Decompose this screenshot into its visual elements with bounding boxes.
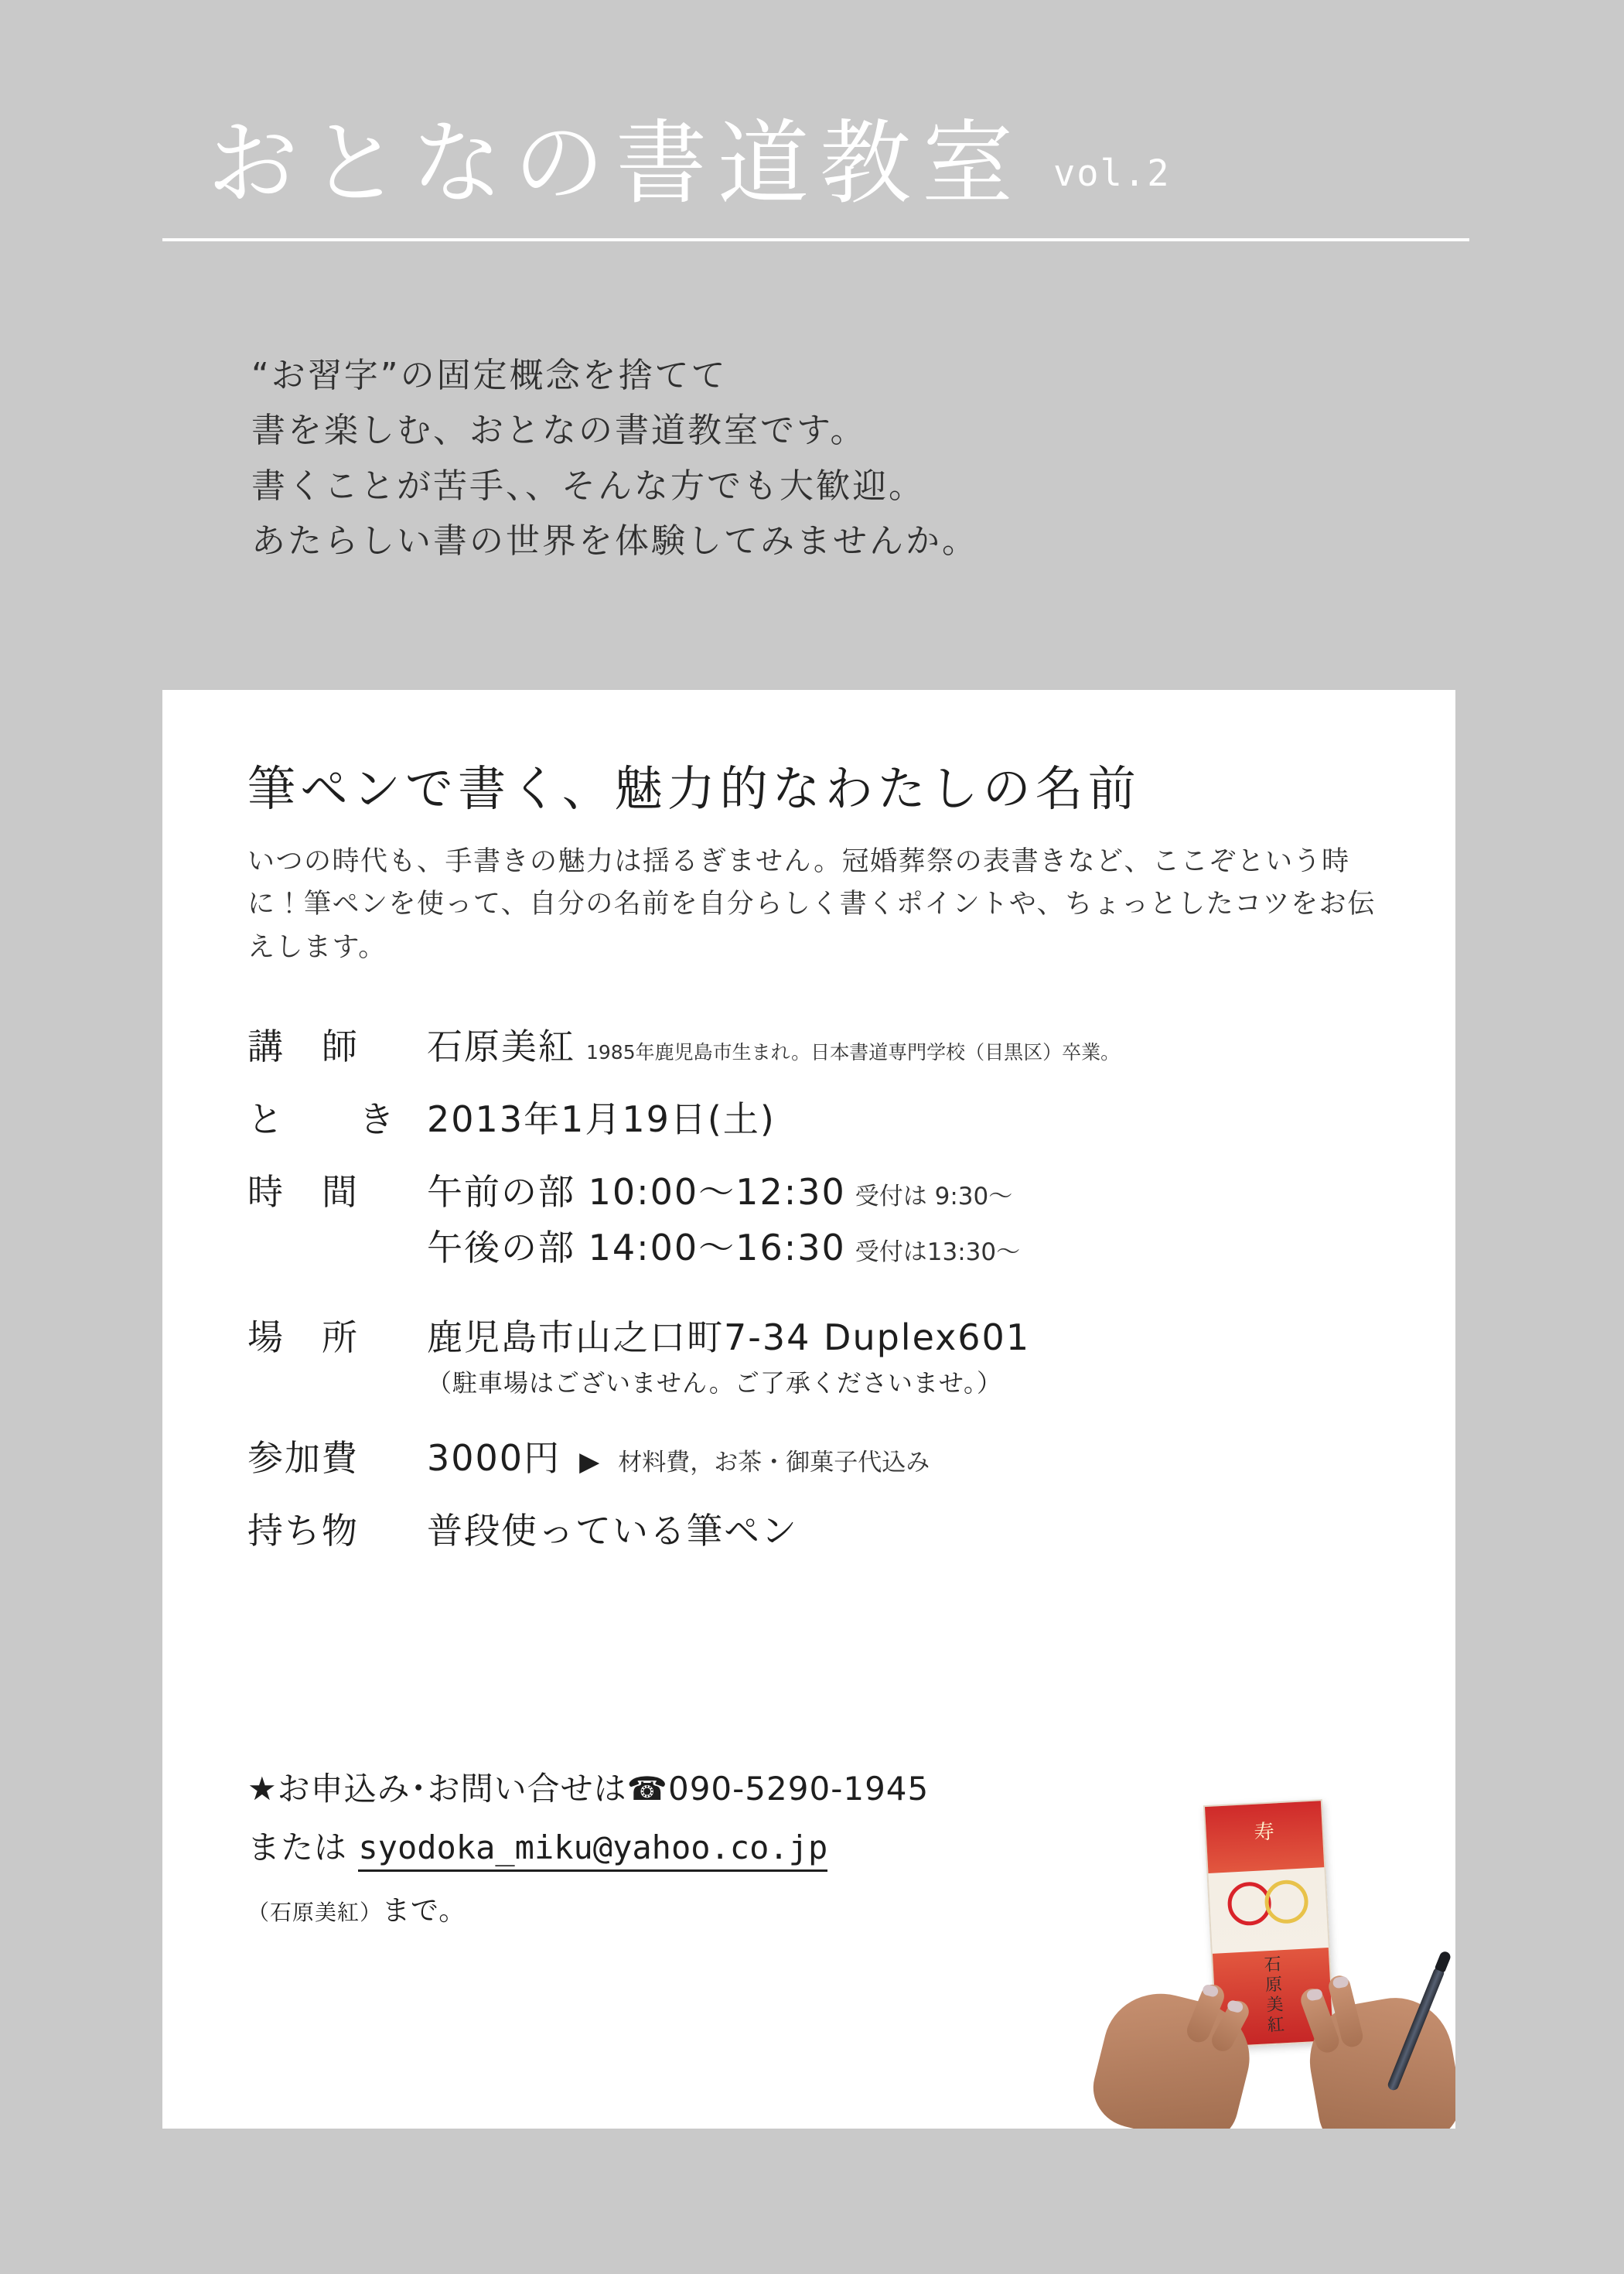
detail-row-instructor	[247, 1019, 1407, 1070]
lesson-title: 筆ペンで書く、魅力的なわたしの名前	[247, 760, 1141, 817]
detail-row-place	[247, 1309, 1407, 1361]
left-hand	[1085, 1982, 1261, 2129]
hands-writing-photo	[1084, 1796, 1455, 2129]
fee-value: 3000円	[427, 1436, 561, 1479]
intro-line-3: 書くことが苦手、、そんな方でも大歓迎。	[251, 466, 925, 506]
email-address[interactable]: syodoka_miku@yahoo.co.jp	[358, 1828, 827, 1872]
date-label: と き	[247, 1098, 396, 1140]
kotobuki-character: 寿	[1254, 1820, 1275, 1845]
bring-label: 持ち物	[247, 1509, 359, 1552]
detail-row-time-pm	[247, 1220, 1407, 1271]
time-label: 時 間	[247, 1170, 359, 1213]
details-list	[247, 1019, 1407, 1554]
triangle-marker-icon: ▶	[579, 1446, 602, 1477]
time-morning-note: 受付は 9:30〜	[855, 1182, 1013, 1210]
phone-number[interactable]: 090-5290-1945	[667, 1770, 930, 1808]
intro-line-4: あたらしい書の世界を体験してみませんか。	[251, 521, 978, 561]
fee-label: 参加費	[247, 1436, 359, 1479]
fee-note: 材料費，お茶・御菓子代込み	[618, 1448, 930, 1477]
instructor-label: 講 師	[247, 1025, 359, 1067]
instructor-value: 石原美紅	[427, 1025, 575, 1067]
lesson-description: いつの時代も、手書きの魅力は揺るぎません。冠婚葬祭の表書きなど、ここぞという時に！筆ペンを使って、自分の名前を自分らしく書くポイントや、ちょっとしたコツをお伝えします。	[247, 846, 1376, 963]
contact-suffix: まで。	[382, 1895, 468, 1927]
page-title: おとなの書道教室	[207, 110, 1025, 217]
details-card	[162, 690, 1455, 2129]
intro-line-1: “お習字”の固定概念を捨てて	[251, 356, 728, 395]
detail-row-time	[247, 1164, 1407, 1215]
volume-label: vol.2	[1053, 152, 1171, 195]
detail-row-date	[247, 1091, 1407, 1142]
time-afternoon-note: 受付は13:30〜	[855, 1238, 1021, 1266]
date-value: 2013年1月19日(土)	[427, 1098, 776, 1140]
pen-tip-icon	[1435, 1950, 1452, 1972]
phone-icon: ☎	[626, 1770, 668, 1808]
time-afternoon: 午後の部 14:00〜16:30	[427, 1226, 846, 1268]
contact-or-label: または	[247, 1828, 348, 1866]
poster-header	[162, 110, 1469, 241]
place-label: 場 所	[247, 1316, 359, 1358]
card-content	[247, 750, 1407, 1576]
instructor-note: 1985年鹿児島市生まれ。日本書道専門学校（目黒区）卒業。	[586, 1040, 1121, 1064]
title-divider	[162, 238, 1469, 241]
detail-row-fee	[247, 1430, 1407, 1481]
detail-row-bring	[247, 1503, 1407, 1554]
mizuhiki-cord-icon	[1225, 1876, 1311, 1922]
place-value: 鹿児島市山之口町7-34 Duplex601	[427, 1316, 1031, 1358]
intro-paragraph	[251, 348, 1411, 568]
contact-prefix: ★お申込み･お問い合せは	[247, 1770, 627, 1808]
time-morning: 午前の部 10:00〜12:30	[427, 1170, 846, 1213]
title-row	[162, 110, 1469, 217]
place-note: （駐車場はございません。ご了承くださいませ。）	[427, 1367, 1002, 1398]
contact-person-name: （石原美紅）	[247, 1900, 383, 1925]
envelope-written-name: 石原美紅	[1261, 1955, 1285, 2037]
bring-value: 普段使っている筆ペン	[427, 1509, 798, 1552]
right-hand	[1301, 1989, 1455, 2129]
intro-line-2: 書を楽しむ、おとなの書道教室です。	[251, 411, 867, 451]
